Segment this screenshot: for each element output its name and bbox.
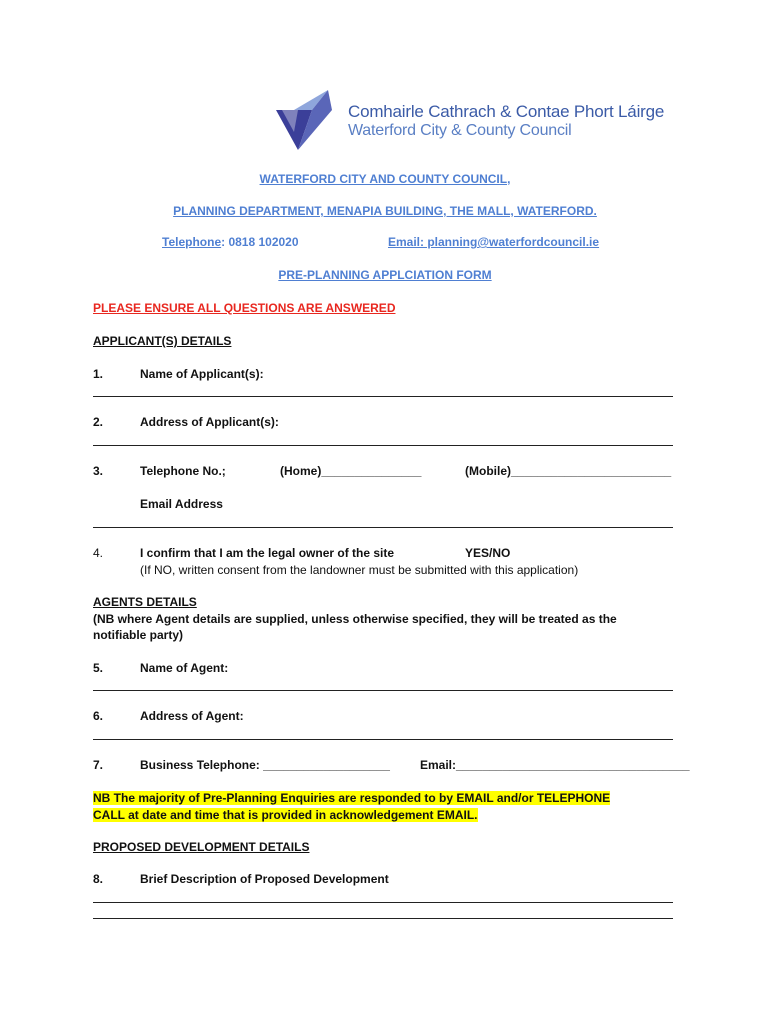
telephone-value: : 0818 102020 (221, 235, 299, 249)
q2-number: 2. (93, 415, 104, 429)
q6-label: Address of Agent: (140, 709, 244, 723)
mobile-phone-field[interactable]: (Mobile)________________________ (465, 464, 672, 478)
development-description-field-2[interactable] (93, 918, 673, 919)
telephone-line (162, 235, 299, 249)
council-logo-icon (272, 88, 348, 154)
applicant-address-field[interactable] (93, 445, 673, 446)
agent-address-field[interactable] (93, 739, 673, 740)
q5-number: 5. (93, 661, 104, 675)
q1-label: Name of Applicant(s): (140, 367, 264, 381)
required-notice: PLEASE ENSURE ALL QUESTIONS ARE ANSWERED (93, 301, 396, 315)
highlight-note-text1: NB The majority of Pre-Planning Enquiries are responded to by EMAIL and/or TELEPHONE (93, 791, 611, 805)
q4-note: (If NO, written consent from the landowner must be submitted with this application) (140, 563, 579, 577)
development-heading: PROPOSED DEVELOPMENT DETAILS (93, 840, 310, 854)
q3-number: 3. (93, 464, 104, 478)
agent-note-line2: notifiable party) (93, 628, 184, 642)
q6-number: 6. (93, 709, 104, 723)
q5-label: Name of Agent: (140, 661, 229, 675)
applicant-heading: APPLICANT(S) DETAILS (93, 334, 232, 348)
applicant-email-field[interactable] (93, 527, 673, 528)
q2-label: Address of Applicant(s): (140, 415, 279, 429)
q1-number: 1. (93, 367, 104, 381)
highlight-note-text2: CALL at date and time that is provided in acknowledgement EMAIL. (93, 808, 478, 822)
department-address: PLANNING DEPARTMENT, MENAPIA BUILDING, THE MALL, WATERFORD. (173, 204, 597, 218)
council-logo (272, 88, 665, 154)
agent-email-field[interactable]: Email:___________________________________ (420, 758, 690, 772)
highlight-note-line1 (93, 791, 610, 805)
form-title: PRE-PLANNING APPLCIATION FORM (278, 268, 492, 282)
q4-label: I confirm that I am the legal owner of the site (140, 546, 395, 560)
business-telephone-field[interactable]: Business Telephone: ___________________ (140, 758, 390, 772)
logo-text-irish: Comhairle Cathrach & Contae Phort Láirge (348, 102, 665, 121)
highlight-note-line2 (93, 808, 478, 822)
logo-text-english: Waterford City & County Council (348, 122, 572, 139)
agent-note-line1: (NB where Agent details are supplied, unless otherwise specified, they will be treated as the (93, 612, 617, 626)
telephone-label: Telephone (162, 235, 222, 249)
development-description-field-1[interactable] (93, 902, 673, 903)
applicant-name-field[interactable] (93, 396, 673, 397)
email-address-label: Email Address (140, 497, 223, 511)
q3-label: Telephone No.; (140, 464, 226, 478)
agent-heading: AGENTS DETAILS (93, 595, 197, 609)
home-phone-field[interactable]: (Home)_______________ (280, 464, 422, 478)
council-name: WATERFORD CITY AND COUNTY COUNCIL, (259, 172, 511, 186)
ownership-yes-no[interactable]: YES/NO (465, 546, 511, 560)
email-link[interactable]: Email: planning@waterfordcouncil.ie (388, 235, 600, 249)
q4-number: 4. (93, 546, 104, 560)
agent-name-field[interactable] (93, 690, 673, 691)
q8-label: Brief Description of Proposed Development (140, 872, 389, 886)
q8-number: 8. (93, 872, 104, 886)
q7-number: 7. (93, 758, 104, 772)
